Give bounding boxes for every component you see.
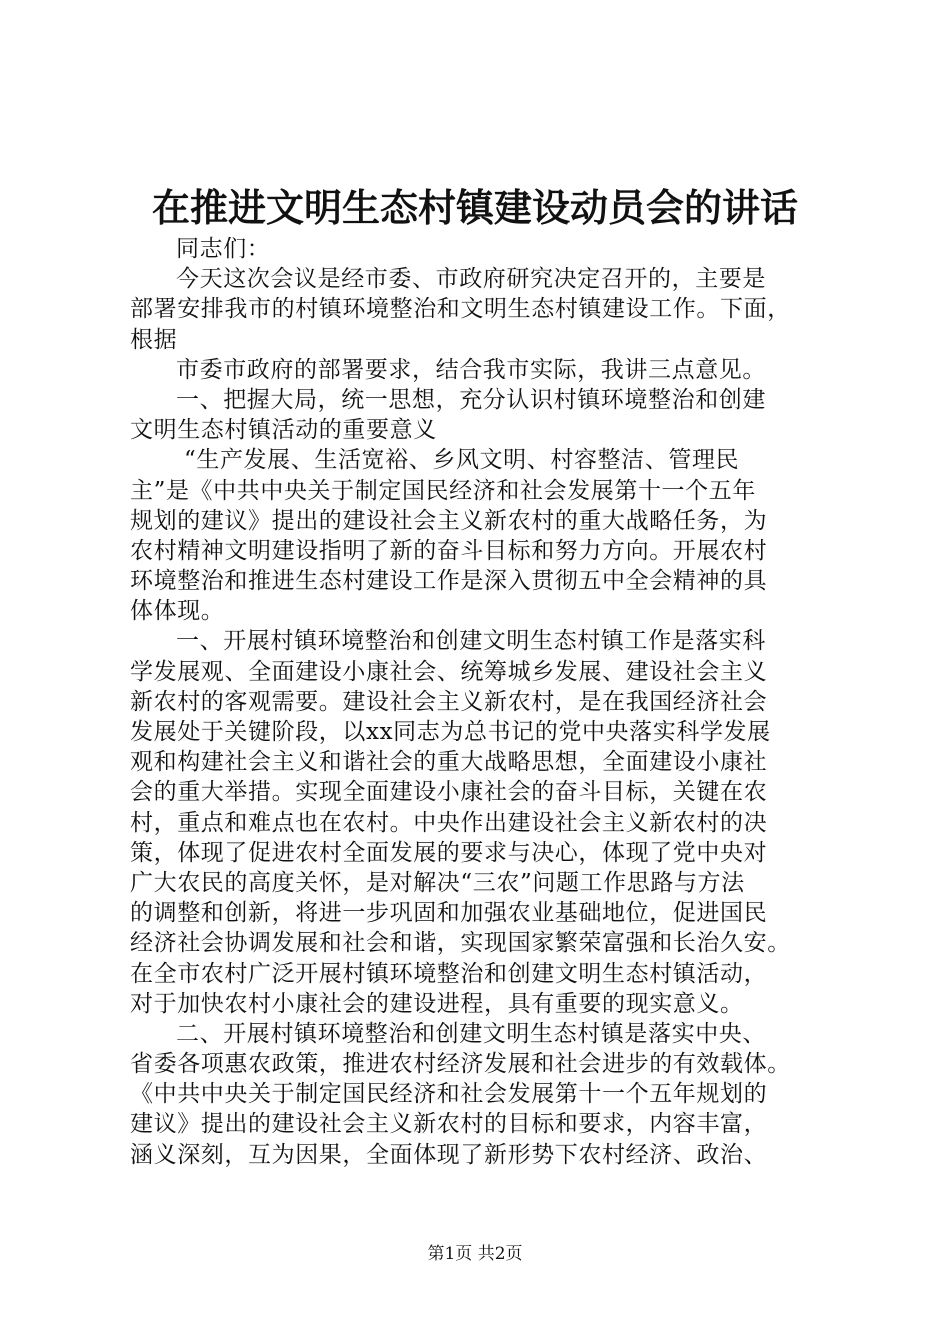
text-line: 二、开展村镇环境整治和创建文明生态村镇是落实中央、 bbox=[176, 1020, 766, 1047]
text-line: 主”是《中共中央关于制定国民经济和社会发展第十一个五年 bbox=[130, 477, 756, 504]
text-line: 环境整治和推进生态村建设工作是深入贯彻五中全会精神的具 bbox=[130, 568, 768, 595]
text-line: 涵义深刻，互为因果，全面体现了新形势下农村经济、政治、 bbox=[130, 1141, 768, 1168]
text-line: 广大农民的高度关怀，是对解决“三农”问题工作思路与方法 bbox=[130, 869, 745, 896]
text-line: 会的重大举措。实现全面建设小康社会的奋斗目标，关键在农 bbox=[130, 779, 768, 806]
text-line: 新农村的客观需要。建设社会主义新农村，是在我国经济社会 bbox=[130, 688, 768, 715]
text-line: 观和构建社会主义和谐社会的重大战略思想，全面建设小康社 bbox=[130, 749, 768, 776]
text-line: 在全市农村广泛开展村镇环境整治和创建文明生态村镇活动， bbox=[130, 960, 768, 987]
text-line: 体体现。 bbox=[130, 598, 225, 625]
text-line: 文明生态村镇活动的重要意义 bbox=[130, 417, 437, 444]
text-line: 发展处于关键阶段，以xx同志为总书记的党中央落实科学发展 bbox=[130, 719, 771, 745]
text-line: 策，体现了促进农村全面发展的要求与决心，体现了党中央对 bbox=[130, 839, 768, 866]
text-line: 规划的建议》提出的建设社会主义新农村的重大战略任务，为 bbox=[130, 507, 768, 534]
text-line: 对于加快农村小康社会的建设进程，具有重要的现实意义。 bbox=[130, 990, 744, 1017]
text-line: 市委市政府的部署要求，结合我市实际，我讲三点意见。 bbox=[176, 356, 766, 383]
text-line: 部署安排我市的村镇环境整治和文明生态村镇建设工作。下面， bbox=[130, 296, 791, 323]
text-line: “生产发展、生活宽裕、乡风文明、村容整洁、管理民 bbox=[184, 447, 740, 474]
text-line: 根据 bbox=[130, 326, 178, 353]
text-line: 经济社会协调发展和社会和谐，实现国家繁荣富强和长治久安。 bbox=[130, 930, 791, 957]
text-line: 《中共中央关于制定国民经济和社会发展第十一个五年规划的 bbox=[130, 1081, 768, 1108]
text-line: 今天这次会议是经市委、市政府研究决定召开的，主要是 bbox=[176, 266, 766, 293]
text-line: 农村精神文明建设指明了新的奋斗目标和努力方向。开展农村 bbox=[130, 537, 768, 564]
text-line: 建议》提出的建设社会主义新农村的目标和要求，内容丰富， bbox=[130, 1111, 768, 1138]
text-line: 学发展观、全面建设小康社会、统筹城乡发展、建设社会主义 bbox=[130, 658, 768, 685]
text-line: 的调整和创新，将进一步巩固和加强农业基础地位，促进国民 bbox=[130, 900, 768, 927]
text-line: 一、把握大局，统一思想，充分认识村镇环境整治和创建 bbox=[176, 386, 766, 413]
text-line: 同志们： bbox=[176, 236, 271, 262]
page-footer: 第1页 共2页 bbox=[427, 1244, 523, 1264]
text-line: 一、开展村镇环境整治和创建文明生态村镇工作是落实科 bbox=[176, 628, 766, 655]
document-body bbox=[130, 234, 850, 1170]
document-title: 在推进文明生态村镇建设动员会的讲话 bbox=[151, 185, 798, 230]
text-line: 村，重点和难点也在农村。中央作出建设社会主义新农村的决 bbox=[130, 809, 768, 836]
text-line: 省委各项惠农政策，推进农村经济发展和社会进步的有效载体。 bbox=[130, 1051, 791, 1078]
